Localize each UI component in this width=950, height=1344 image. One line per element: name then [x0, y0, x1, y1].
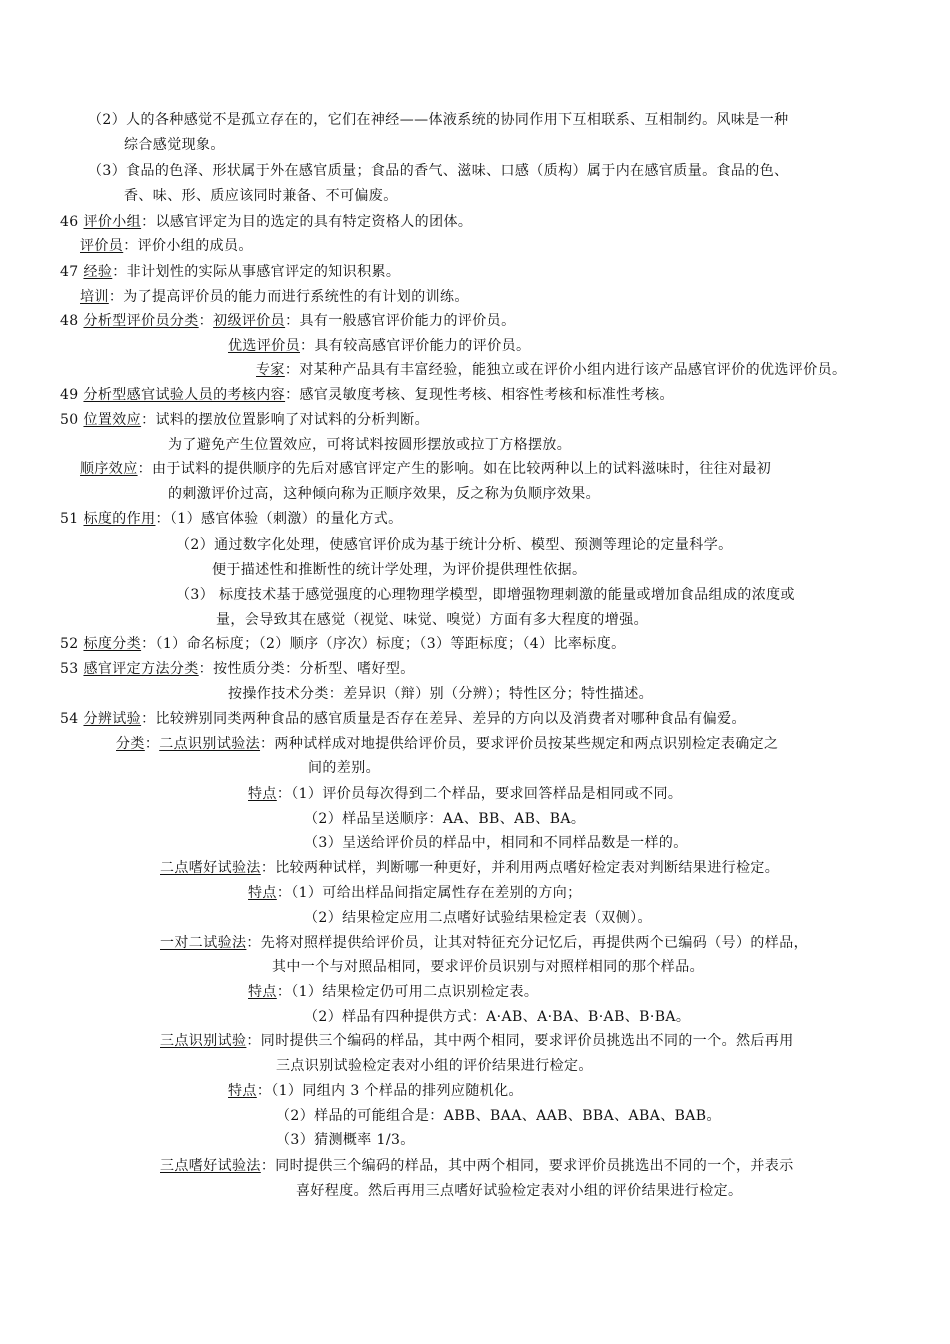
- term-label: 分辨试验: [83, 711, 142, 727]
- text-line: 二点嗜好试验法：比较两种试样，判断哪一种更好，并利用两点嗜好检定表对判断结果进行检定。: [160, 860, 780, 876]
- text-line: 专家：对某种产品具有丰富经验，能独立或在评价小组内进行该产品感官评价的优选评价员。: [256, 362, 847, 378]
- item-53: 53 感官评定方法分类：按性质分类：分析型、嗜好型。: [60, 661, 415, 677]
- term-label: 二点嗜好试验法: [160, 860, 261, 876]
- text-line: （3）食品的色泽、形状属于外在感官质量；食品的香气、滋味、口感（质构）属于内在感官质量。食品的色、: [88, 163, 789, 179]
- term-label: 经验: [83, 264, 113, 280]
- term-label: 标度的作用: [83, 511, 156, 527]
- text-line: 评价员：评价小组的成员。: [80, 238, 253, 254]
- text-line: 特点：（1）评价员每次得到二个样品，要求回答样品是相同或不同。: [248, 786, 683, 802]
- term-label: 一对二试验法: [160, 935, 247, 951]
- text-line: 按操作技术分类：差异识（辩）别（分辨）；特性区分；特性描述。: [228, 686, 653, 702]
- text-line: （3） 标度技术基于感觉强度的心理物理学模型，即增强物理刺激的能量或增加食品组成的浓度或: [176, 587, 795, 603]
- text-line: 一对二试验法：先将对照样提供给评价员，让其对特征充分记忆后，再提供两个已编码（号）的样品，: [160, 935, 809, 951]
- term-label: 特点: [248, 885, 277, 901]
- term-label: 三点嗜好试验法: [160, 1158, 261, 1174]
- text-line: 特点：（1）结果检定仍可用二点识别检定表。: [248, 984, 539, 1000]
- item-48: 48 分析型评价员分类：初级评价员：具有一般感官评价能力的评价员。: [60, 313, 516, 329]
- text-line: （2）通过数字化处理，使感官评价成为基于统计分析、模型、预测等理论的定量科学。: [176, 537, 733, 553]
- text-line: 量，会导致其在感觉（视觉、味觉、嗅觉）方面有多大程度的增强。: [216, 612, 648, 628]
- term-label: 感官评定方法分类: [83, 661, 199, 677]
- item-50: 50 位置效应：试料的摆放位置影响了对试料的分析判断。: [60, 412, 430, 428]
- term-label: 分析型感官试验人员的考核内容: [83, 387, 286, 403]
- term-label: 三点识别试验: [160, 1033, 247, 1049]
- text-line: 为了避免产生位置效应，可将试料按圆形摆放或拉丁方格摆放。: [168, 437, 572, 453]
- term-label: 特点: [248, 984, 277, 1000]
- term-label: 培训: [80, 289, 109, 305]
- text-line: （3）呈送给评价员的样品中，相同和不同样品数是一样的。: [304, 835, 688, 851]
- text-line: 的刺激评价过高，这种倾向称为正顺序效果，反之称为负顺序效果。: [168, 486, 600, 502]
- term-label: 分析型评价员分类: [83, 313, 199, 329]
- item-52: 52 标度分类：（1）命名标度；（2）顺序（序次）标度；（3）等距标度；（4）比率标度。: [60, 636, 626, 652]
- term-label: 顺序效应: [80, 461, 138, 477]
- item-51: 51 标度的作用：（1）感官体验（刺激）的量化方式。: [60, 511, 403, 527]
- term-label: 二点识别试验法: [159, 736, 261, 752]
- text-line: 分类：二点识别试验法：两种试样成对地提供给评价员，要求评价员按某些规定和两点识别检定表确定之: [116, 736, 779, 752]
- item-54: 54 分辨试验：比较辨别同类两种食品的感官质量是否存在差异、差异的方向以及消费者对哪种食品有偏爱。: [60, 711, 746, 727]
- term-label: 初级评价员: [213, 313, 286, 329]
- text-line: 三点识别试验检定表对小组的评价结果进行检定。: [276, 1058, 593, 1074]
- text-line: 便于描述性和推断性的统计学处理，为评价提供理性依据。: [212, 562, 587, 578]
- text-line: 特点：（1）可给出样品间指定属性存在差别的方向；: [248, 885, 582, 901]
- text-line: （2）样品有四种提供方式：A·AB、A·BA、B·AB、B·BA。: [304, 1009, 691, 1025]
- term-label: 特点: [248, 786, 277, 802]
- text-line: （3）猜测概率 1/3。: [276, 1132, 415, 1148]
- text-line: 综合感觉现象。: [124, 137, 225, 153]
- term-label: 优选评价员: [228, 338, 300, 354]
- text-line: 优选评价员：具有较高感官评价能力的评价员。: [228, 338, 531, 354]
- text-line: 其中一个与对照品相同，要求评价员识别与对照样相同的那个样品。: [272, 959, 704, 975]
- text-line: （2）样品的可能组合是：ABB、BAA、AAB、BBA、ABA、BAB。: [276, 1108, 721, 1124]
- item-47: 47 经验：非计划性的实际从事感官评定的知识积累。: [60, 264, 401, 280]
- text-line: （2）人的各种感觉不是孤立存在的，它们在神经——体液系统的协同作用下互相联系、互相制约。风味是一种: [88, 112, 789, 128]
- text-line: （2）结果检定应用二点嗜好试验结果检定表（双侧）。: [304, 910, 652, 926]
- term-label: 位置效应: [83, 412, 142, 428]
- text-line: 间的差别。: [308, 760, 380, 776]
- text-line: （2）样品呈送顺序：AA、BB、AB、BA。: [304, 811, 586, 827]
- term-label: 标度分类: [83, 636, 142, 652]
- text-line: 喜好程度。然后再用三点嗜好试验检定表对小组的评价结果进行检定。: [296, 1183, 743, 1199]
- text-line: 三点嗜好试验法：同时提供三个编码的样品，其中两个相同，要求评价员挑选出不同的一个，并表示: [160, 1158, 794, 1174]
- term-label: 专家: [256, 362, 285, 378]
- term-label: 分类: [116, 736, 145, 752]
- term-label: 评价小组: [83, 214, 142, 230]
- term-label: 评价员: [80, 238, 124, 254]
- item-46: 46 评价小组：以感官评定为目的选定的具有特定资格人的团体。: [60, 214, 473, 230]
- text-line: 培训：为了提高评价员的能力而进行系统性的有计划的训练。: [80, 289, 469, 305]
- term-label: 特点: [228, 1083, 257, 1099]
- item-49: 49 分析型感官试验人员的考核内容：感官灵敏度考核、复现性考核、相容性考核和标准性考核。: [60, 387, 674, 403]
- text-line: 香、味、形、质应该同时兼备、不可偏废。: [124, 188, 398, 204]
- text-line: 特点：（1）同组内 3 个样品的排列应随机化。: [228, 1083, 523, 1099]
- text-line: 三点识别试验：同时提供三个编码的样品，其中两个相同，要求评价员挑选出不同的一个。然后再用: [160, 1033, 794, 1049]
- text-line: 顺序效应：由于试料的提供顺序的先后对感官评定产生的影响。如在比较两种以上的试料滋味时，往往对最初: [80, 461, 772, 477]
